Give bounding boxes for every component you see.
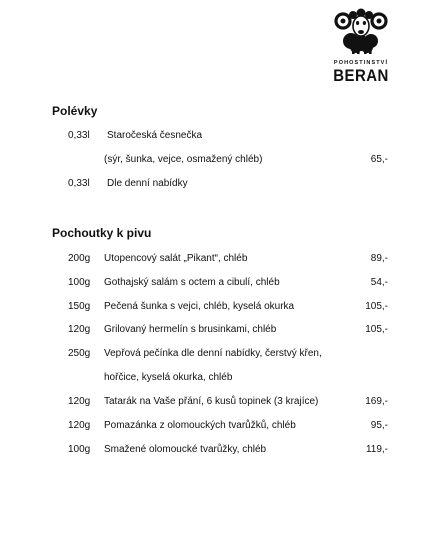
item-name: Pečená šunka s vejci, chléb, kyselá okurka: [104, 301, 295, 312]
menu-row: [0, 153, 438, 167]
item-description: (sýr, šunka, vejce, osmažený chléb): [104, 154, 263, 165]
brand-logo: [326, 8, 396, 85]
item-portion: 0,33l: [68, 178, 90, 189]
item-portion: 120g: [68, 420, 91, 431]
menu-row: [0, 300, 438, 314]
item-portion: 100g: [68, 444, 91, 455]
item-price: 105,-: [365, 301, 388, 312]
item-price: 95,-: [370, 420, 388, 431]
menu-row: [0, 252, 438, 266]
item-portion: 100g: [68, 277, 91, 288]
item-name: Grilovaný hermelín s brusinkami, chléb: [104, 324, 277, 335]
item-name: Smažené olomoucké tvarůžky, chléb: [104, 444, 267, 455]
menu-row: [0, 443, 438, 457]
item-price: 54,-: [370, 277, 388, 288]
section-title-soups: Polévky: [52, 104, 98, 118]
item-portion: 200g: [68, 253, 91, 264]
menu-row: [0, 276, 438, 290]
ram-face: [353, 16, 369, 36]
item-price: 169,-: [365, 396, 388, 407]
menu-row-continuation: [0, 371, 438, 385]
menu-row: [0, 177, 438, 191]
brand-name: BERAN: [333, 66, 389, 85]
ram-horn-left: [336, 14, 350, 28]
item-name: Dle denní nabídky: [107, 178, 188, 189]
ram-icon: [333, 8, 389, 54]
menu-row: [0, 395, 438, 409]
item-name: Gothajský salám s octem a cibulí, chléb: [104, 277, 280, 288]
item-price: 65,-: [370, 154, 388, 165]
section-title-beer-snacks: Pochoutky k pivu: [52, 226, 152, 240]
item-price: 119,-: [365, 444, 388, 455]
menu-row: [0, 419, 438, 433]
item-name: Staročeská česnečka: [107, 130, 203, 141]
brand-subtitle: POHOSTINSTVÍ: [333, 60, 389, 66]
menu-row: [0, 347, 438, 361]
item-name: Utopencový salát „Pikant“, chléb: [104, 253, 248, 264]
item-portion: 150g: [68, 301, 91, 312]
item-name: Vepřová pečínka dle denní nabídky, čerstvý křen,: [104, 348, 322, 359]
item-portion: 0,33l: [68, 130, 90, 141]
item-portion: 120g: [68, 396, 91, 407]
ram-horn-right: [372, 14, 386, 28]
item-portion: 120g: [68, 324, 91, 335]
menu-row: [0, 323, 438, 337]
item-price: 105,-: [365, 324, 388, 335]
item-name: Pomazánka z olomouckých tvarůžků, chléb: [104, 420, 296, 431]
item-portion: 250g: [68, 348, 91, 359]
item-name-continuation: hořčice, kyselá okurka, chléb: [104, 372, 233, 383]
item-price: 89,-: [370, 253, 388, 264]
menu-row: [0, 129, 438, 143]
item-name: Tatarák na Vaše přání, 6 kusů topinek (3 krajíce): [104, 396, 319, 407]
